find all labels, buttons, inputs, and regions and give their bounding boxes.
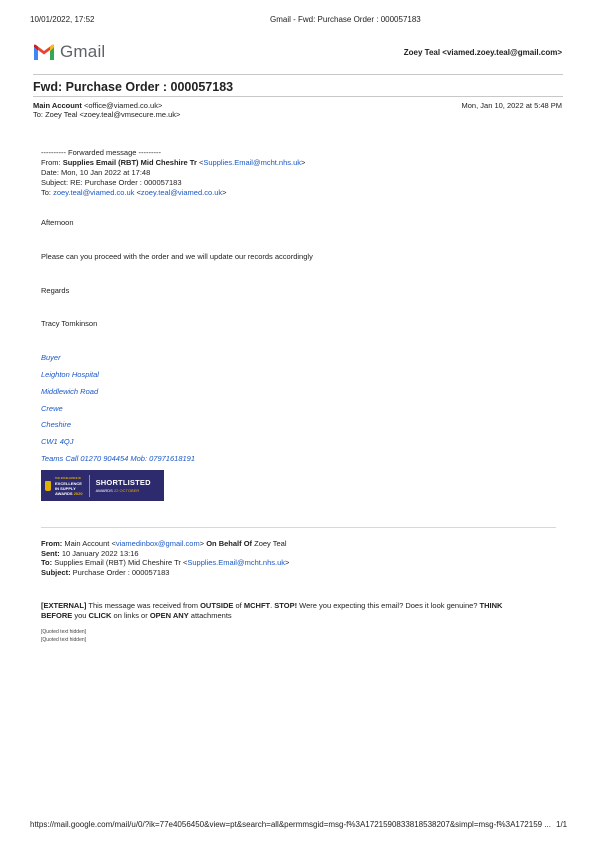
warning-text: of	[233, 601, 244, 610]
gmail-m-icon	[33, 44, 55, 61]
signature-phone: Teams Call 01270 904454 Mob: 07971618191	[41, 454, 196, 463]
forwarded-from	[41, 158, 305, 168]
signature-postcode: CW1 4QJ	[41, 437, 74, 446]
subject-divider	[33, 96, 563, 97]
original-sent-label: Sent:	[41, 548, 60, 558]
bracket-open: <	[198, 158, 204, 167]
account-identity: Zoey Teal <viamed.zoey.teal@gmail.com>	[403, 48, 562, 57]
original-to-email-link[interactable]: Supplies.Email@mcht.nhs.uk	[187, 558, 286, 567]
body-sender: Tracy Tomkinson	[41, 319, 98, 328]
original-message-divider	[41, 527, 556, 528]
original-message-header	[41, 539, 289, 577]
original-from-label: From:	[41, 539, 63, 548]
signature-county: Cheshire	[41, 420, 72, 429]
original-to-value: Supplies Email (RBT) Mid Cheshire Tr <	[52, 558, 188, 567]
warning-outside: OUTSIDE	[200, 601, 234, 610]
bracket-close: >	[222, 188, 227, 197]
body-closing: Regards	[41, 286, 70, 295]
print-page-number: 1/1	[556, 820, 568, 829]
original-sent-value: 10 January 2022 13:16	[59, 548, 139, 558]
body-greeting: Afternoon	[41, 218, 74, 227]
signature-organisation: Leighton Hospital	[41, 370, 99, 379]
forwarded-to-email-link[interactable]: zoey.teal@viamed.co.uk	[53, 188, 135, 197]
banner-line-2: EXCELLENCE	[55, 480, 82, 486]
original-from	[41, 539, 289, 549]
warning-open-any: OPEN ANY	[149, 610, 189, 620]
original-subject	[41, 568, 289, 578]
warning-text: Were you expecting this email? Does it look genuine?	[297, 601, 480, 610]
warning-click: CLICK	[88, 610, 112, 620]
gmail-wordmark: Gmail	[60, 42, 106, 61]
signature-role: Buyer	[41, 353, 61, 362]
message-date: Mon, Jan 10, 2022 at 5:48 PM	[461, 101, 562, 110]
warning-text: .	[270, 601, 275, 610]
message-to: To: Zoey Teal <zoey.teal@vmsecure.me.uk>	[33, 110, 181, 119]
forwarded-from-email-link[interactable]: Supplies.Email@mcht.nhs.uk	[203, 158, 302, 167]
warning-stop: STOP!	[274, 601, 298, 610]
banner-divider	[89, 475, 90, 497]
print-title: Gmail - Fwd: Purchase Order : 000057183	[270, 15, 421, 24]
original-subject-value: Purchase Order : 000057183	[70, 567, 170, 577]
forwarded-to-email-link-2[interactable]: zoey.teal@viamed.co.uk	[140, 188, 223, 197]
original-to	[41, 558, 289, 568]
original-subject-label: Subject:	[41, 567, 71, 577]
forwarded-block	[41, 148, 305, 198]
banner-line-3: IN SUPPLY	[55, 485, 76, 491]
forwarded-from-name: Supplies Email (RBT) Mid Cheshire Tr	[62, 158, 197, 167]
awards-banner-image	[41, 470, 164, 501]
gmail-logo	[33, 42, 105, 62]
warning-text: you	[72, 610, 89, 620]
bracket-close: >	[301, 158, 306, 167]
quoted-text-toggle[interactable]: [Quoted text hidden]	[41, 637, 87, 643]
banner-date: 22 OCTOBER	[113, 488, 140, 493]
banner-awards-label: AWARDS	[95, 488, 113, 493]
forwarded-date: Date: Mon, 10 Jan 2022 at 17:48	[41, 168, 151, 177]
signature-street: Middlewich Road	[41, 387, 99, 396]
warning-mchft: MCHFT	[243, 601, 271, 610]
quoted-text-toggle[interactable]: [Quoted text hidden]	[41, 629, 87, 635]
external-tag: [EXTERNAL]	[41, 601, 87, 610]
body-paragraph: Please can you proceed with the order and we will update our records accordingly	[41, 252, 313, 261]
banner-shortlisted	[96, 478, 151, 493]
trophy-icon	[45, 481, 51, 491]
warning-text: This message was received from	[86, 601, 201, 610]
thread-subject: Fwd: Purchase Order : 000057183	[33, 80, 234, 94]
from-name: Main Account	[33, 101, 82, 110]
forwarded-to	[41, 188, 305, 198]
external-warning	[41, 601, 531, 620]
from-email: <office@viamed.co.uk>	[83, 101, 163, 110]
original-sent	[41, 549, 289, 559]
on-behalf-name: Zoey Teal	[252, 539, 287, 548]
original-to-label: To:	[41, 558, 53, 567]
warning-text: attachments	[188, 610, 232, 620]
signature-town: Crewe	[41, 404, 63, 413]
on-behalf-label: On Behalf Of	[206, 539, 253, 548]
forwarded-to-label: To:	[41, 188, 52, 197]
warning-think: THINK	[479, 601, 503, 610]
banner-shortlisted-text: SHORTLISTED	[95, 478, 151, 487]
original-from-email-link[interactable]: viamedinbox@gmail.com	[115, 539, 200, 548]
print-url: https://mail.google.com/mail/u/0/?ik=77e4056450&view=pt&search=all&permmsgid=msg-f%3A1721590833818538207&simpl=msg-f%3A172159 ...	[30, 820, 551, 829]
forwarded-subject: Subject: RE: Purchase Order : 000057183	[41, 178, 182, 187]
original-from-name: Main Account <	[62, 539, 116, 548]
bracket-close: >	[285, 558, 290, 567]
bracket-open: <	[136, 188, 141, 197]
banner-award-title	[55, 476, 83, 496]
forwarded-header: ---------- Forwarded message ---------	[41, 148, 161, 157]
print-datetime: 10/01/2022, 17:52	[30, 15, 95, 24]
warning-before: BEFORE	[41, 610, 73, 620]
warning-text: on links or	[111, 610, 150, 620]
forwarded-from-label: From:	[41, 158, 61, 167]
banner-line-1: THE EXCELLENCE IN	[55, 476, 81, 480]
header-divider	[33, 74, 563, 75]
banner-line-4: AWARDS	[55, 490, 73, 496]
banner-year: 2020	[73, 490, 83, 496]
bracket-close: >	[199, 539, 207, 548]
